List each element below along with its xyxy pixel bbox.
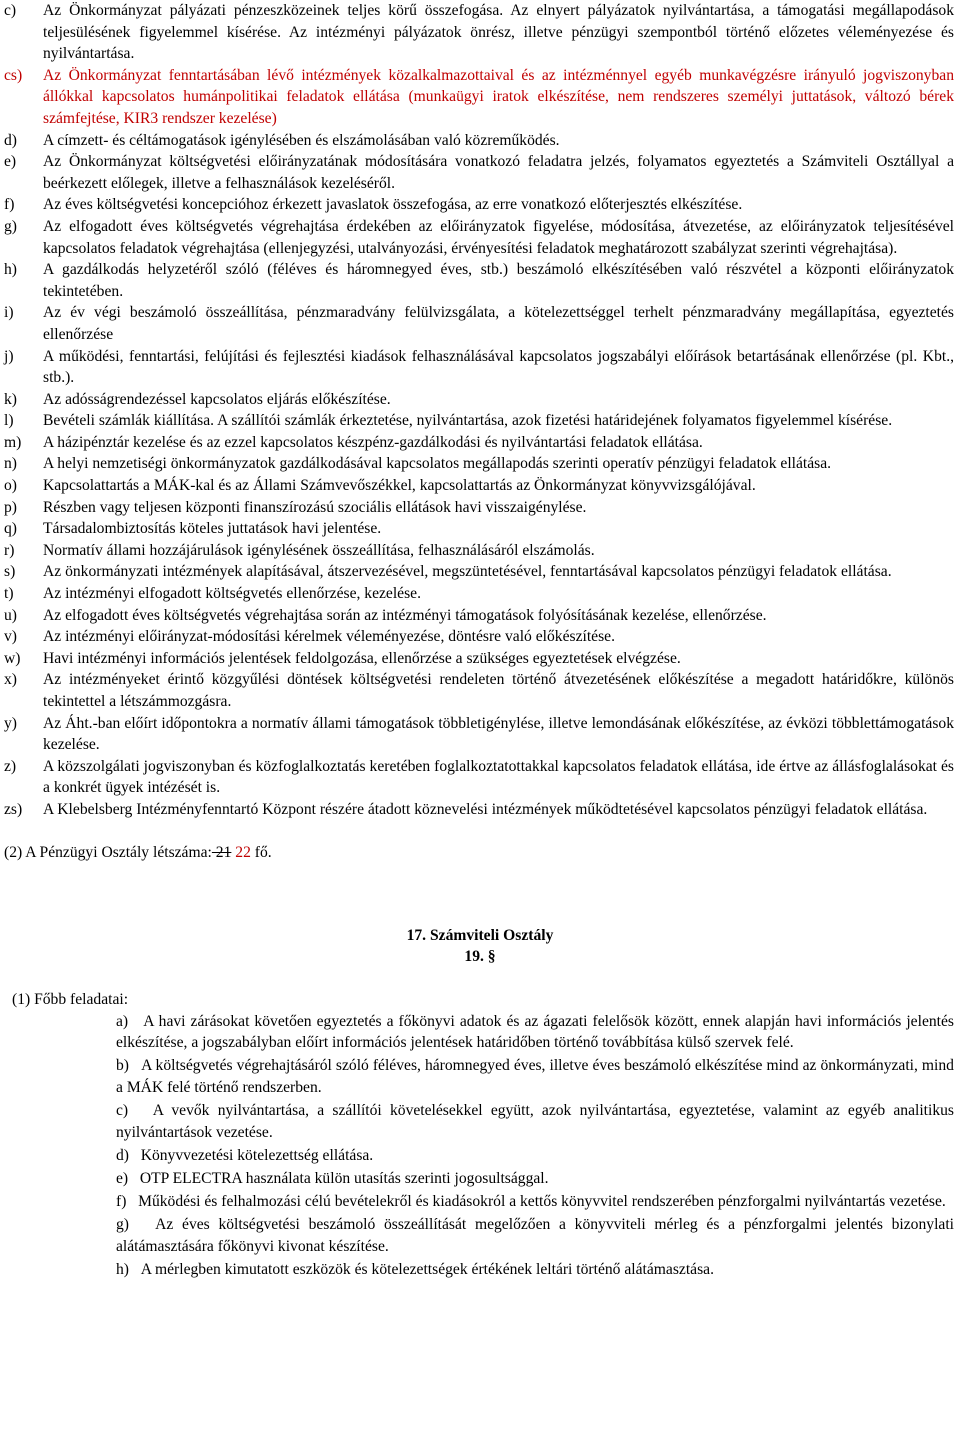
item-label: q) — [4, 520, 17, 538]
item-text: A gazdálkodás helyzetéről szóló (féléves és háromnegyed éves, stb.) beszámoló elkészítésében való részvétel a központi előirányzatok tekintetében. — [43, 261, 954, 300]
item-label: h) — [4, 261, 17, 279]
item-label: a) — [116, 1012, 129, 1030]
list-item — [116, 1011, 954, 1054]
item-label: j) — [4, 347, 14, 365]
list-item — [4, 799, 954, 821]
item-text: Az év végi beszámoló összeállítása, pénzmaradvány felülvizsgálata, a kötelezettséggel terhelt pénzmaradvány megállapítása, egyeztetés ellenőrzése — [43, 304, 954, 343]
list-item — [4, 475, 954, 497]
list-item — [4, 497, 954, 519]
list-item — [4, 713, 954, 756]
item-text: Társadalombiztosítás köteles juttatások havi jelentése. — [43, 520, 382, 538]
item-label: w) — [4, 649, 21, 667]
item-label: b) — [116, 1057, 129, 1075]
item-label: y) — [4, 714, 17, 732]
item-label: t) — [4, 585, 14, 603]
item-label: u) — [4, 606, 17, 624]
item-label: m) — [4, 433, 22, 451]
list-item — [4, 410, 954, 432]
item-label: c) — [4, 2, 17, 19]
list-item — [4, 561, 954, 583]
staff-count-new: 22 — [231, 843, 251, 861]
item-text: Havi intézményi információs jelentések feldolgozása, ellenőrzése a szükséges egyeztetések elvégzése. — [43, 649, 681, 667]
list-item — [116, 1145, 954, 1167]
item-text: A mérlegben kimutatott eszközök és kötelezettségek értékének leltári történő alátámasztása. — [140, 1260, 714, 1278]
item-label: r) — [4, 541, 15, 559]
list-item — [4, 259, 954, 302]
item-label: e) — [4, 153, 17, 171]
item-text: Kapcsolattartás a MÁK-kal és az Állami Számvevőszékkel, kapcsolattartás az Önkormányzat könyvvizsgálójával. — [43, 477, 756, 495]
item-label: zs) — [4, 800, 23, 818]
item-text: Az adósságrendezéssel kapcsolatos eljárás előkészítése. — [43, 390, 391, 408]
list-item — [4, 756, 954, 799]
list-item — [4, 302, 954, 345]
section-number: 19. § — [464, 948, 496, 966]
item-text: Az Önkormányzat fenntartásában lévő intézmények közalkalmazottaival és az intézménnyel egyéb munkavégzésre irányuló jogviszonyban állókkal kapcsolatos humánpolitikai feladatok ellátása (munkaügyi iratok elkészítése, nem rendszeres személyi juttatások, változó bérek számfejtése, KIR3 rendszer kezelése) — [43, 66, 954, 127]
list-item — [4, 518, 954, 540]
item-text: Az intézményi elfogadott költségvetés ellenőrzése, kezelése. — [43, 585, 421, 603]
item-text: A működési, fenntartási, felújítási és fejlesztési kiadások felhasználásával kapcsolatos jogszabályi előírások betartásának ellenőrzése (pl. Kbt., stb.). — [43, 347, 954, 387]
list-item — [116, 1055, 954, 1098]
item-text: Bevételi számlák kiállítása. A szállítói számlák érkeztetése, nyilvántartása, azok fizetési határidejének folyamatos figyelemmel kísérése. — [43, 412, 893, 430]
item-text: A havi zárásokat követően egyeztetés a főkönyvi adatok és az ágazati felelősök között, ennek alapján havi információs jelentés elkészítése, a jogszabályban előírt információs jelentések határidőben történő továbbítása külső szervek felé. — [116, 1012, 954, 1052]
item-label: h) — [116, 1260, 129, 1278]
item-text: Az Önkormányzat költségvetési előirányzatának módosítására vonatkozó feladatra jelzés, folyamatos egyeztetés a Számviteli Osztállyal a beérkezett előlegek, illetve a felhasználások kezeléséről. — [43, 153, 954, 192]
item-text: Az intézményeket érintő közgyűlési döntések költségvetési rendeleten történő átvezetésének előkészítése a megadott határidőkre, különös tekintettel a létszámmozgásra. — [43, 671, 954, 710]
item-label: c) — [116, 1102, 129, 1120]
list-item — [4, 346, 954, 389]
item-label: d) — [4, 131, 17, 149]
list-item — [116, 1100, 954, 1143]
item-text: Az önkormányzati intézmények alapításával, átszervezésével, megszüntetésével, fenntartásával kapcsolatos pénzügyi feladatok ellátása. — [43, 563, 892, 581]
list-item — [4, 540, 954, 562]
item-text: A közszolgálati jogviszonyban és közfoglalkoztatás keretében foglalkoztatottakkal kapcsolatos feladatok ellátása, ide értve az állásfoglalásokat és a konkrét ügyek intézését is. — [43, 757, 954, 797]
section-title: 17. Számviteli Osztály — [406, 927, 554, 945]
item-text: Működési és felhalmozási célú bevételekről és kiadásokról a kettős könyvvitel rendszerében pénzforgalmi nyilvántartás vezetése. — [138, 1193, 946, 1210]
list-item — [4, 216, 954, 259]
list-item — [4, 130, 954, 152]
item-text: Részben vagy teljesen központi finanszírozású szociális ellátások havi visszaigénylése. — [43, 498, 587, 516]
list-item — [116, 1191, 954, 1213]
item-label: p) — [4, 498, 17, 516]
item-text: Az elfogadott éves költségvetés végrehajtása érdekében az előirányzatok figyelése, módosítása, átvezetése, az előirányzatok teljesítésével kapcsolatos feladatok végrehajtása (ellenjegyzési, utalványozási, érvényesítési feladatok meghatározott szabályzat szerinti végrehajtása). — [43, 217, 954, 257]
list-item — [4, 626, 954, 648]
list-item — [116, 1214, 954, 1257]
item-text: A költségvetés végrehajtásáról szóló féléves, háromnegyed éves, illetve éves beszámoló elkészítése mind az önkormányzati, mind a MÁK felé történő rendszerben. — [116, 1057, 954, 1097]
list-item — [4, 453, 954, 475]
item-label: i) — [4, 304, 14, 322]
item-text: A helyi nemzetiségi önkormányzatok gazdálkodásával kapcsolatos megállapodás szerinti operatív pénzügyi feladatok ellátása. — [43, 455, 832, 473]
list-item — [4, 648, 954, 670]
item-text: A címzett- és céltámogatások igénylésében és elszámolásában való közreműködés. — [43, 131, 560, 149]
item-label: l) — [4, 412, 14, 430]
item-text: Az Önkormányzat pályázati pénzeszközeinek teljes körű összefogása. Az elnyert pályázatok nyilvántartása, a támogatási megállapodások teljesülésének figyelemmel kísérése. Az intézményi pályázatok önrész, illetve pénzügyi szempontból történő előzetes véleményezése és nyilvántartása. — [43, 2, 954, 63]
item-label: cs) — [4, 66, 23, 84]
item-text: OTP ELECTRA használata külön utasítás szerinti jogosultsággal. — [139, 1169, 549, 1187]
staff-count-old: 21 — [211, 843, 232, 861]
list-item — [4, 151, 954, 194]
list-item — [4, 605, 954, 627]
item-label: d) — [116, 1146, 129, 1164]
main-tasks-label: (1) Főbb feladatai: — [12, 991, 129, 1009]
item-label: g) — [116, 1216, 129, 1234]
staff-count-paragraph — [4, 842, 960, 864]
item-label: s) — [4, 563, 16, 581]
staff-count-suffix: fő. — [250, 843, 272, 861]
list-item — [4, 389, 954, 411]
item-label: f) — [116, 1193, 127, 1210]
item-label: o) — [4, 477, 17, 495]
item-text: A vevők nyilvántartása, a szállítói követelésekkel együtt, azok nyilvántartása, egyeztetése, valamint az egyéb analitikus nyilvántartások vezetése. — [116, 1102, 954, 1141]
list-item — [116, 1168, 954, 1190]
main-tasks-list — [116, 1011, 960, 1281]
item-label: n) — [4, 455, 17, 473]
list-item — [4, 0, 954, 65]
item-text: Az Áht.-ban előírt időpontokra a normatív állami támogatások többletigénylése, illetve lemondásának előkészítése, az évközi többlettámogatások kezelése. — [43, 714, 954, 754]
item-label: x) — [4, 671, 17, 689]
item-label: g) — [4, 217, 17, 235]
list-item — [4, 432, 954, 454]
item-label: e) — [116, 1169, 129, 1187]
item-text: Az elfogadott éves költségvetés végrehajtása során az intézményi támogatások folyósításának kezelése, ellenőrzése. — [43, 606, 767, 624]
item-text: Az intézményi előirányzat-módosítási kérelmek véleményezése, döntésre való előkészítése. — [43, 628, 615, 646]
item-label: f) — [4, 196, 15, 214]
staff-count-prefix: (2) A Pénzügyi Osztály létszáma: — [4, 843, 212, 861]
item-text: Az éves költségvetési koncepcióhoz érkezett javaslatok összefogása, az erre vonatkozó előterjesztés elkészítése. — [43, 196, 743, 214]
item-label: z) — [4, 757, 17, 775]
list-item — [4, 583, 954, 605]
item-text: Normatív állami hozzájárulások igénylésének összeállítása, felhasználásáról elszámolás. — [43, 541, 595, 559]
list-item — [4, 669, 954, 712]
item-text: A Klebelsberg Intézményfenntartó Központ részére átadott köznevelési intézmények működtetésével kapcsolatos pénzügyi feladatok ellátása. — [43, 800, 928, 818]
item-text: Könyvvezetési kötelezettség ellátása. — [140, 1146, 374, 1164]
item-text: Az éves költségvetési beszámoló összeállítását megelőzően a könyvviteli mérleg és a pénzforgalmi jelentés bizonylati alátámasztására főkönyvi kivonat készítése. — [116, 1216, 954, 1255]
list-item — [116, 1259, 954, 1281]
item-text: A házipénztár kezelése és az ezzel kapcsolatos készpénz-gazdálkodási és nyilvántartási feladatok ellátása. — [43, 433, 703, 451]
item-label: v) — [4, 628, 17, 646]
list-item — [4, 194, 954, 216]
list-item-highlighted — [4, 65, 954, 130]
item-label: k) — [4, 390, 17, 408]
